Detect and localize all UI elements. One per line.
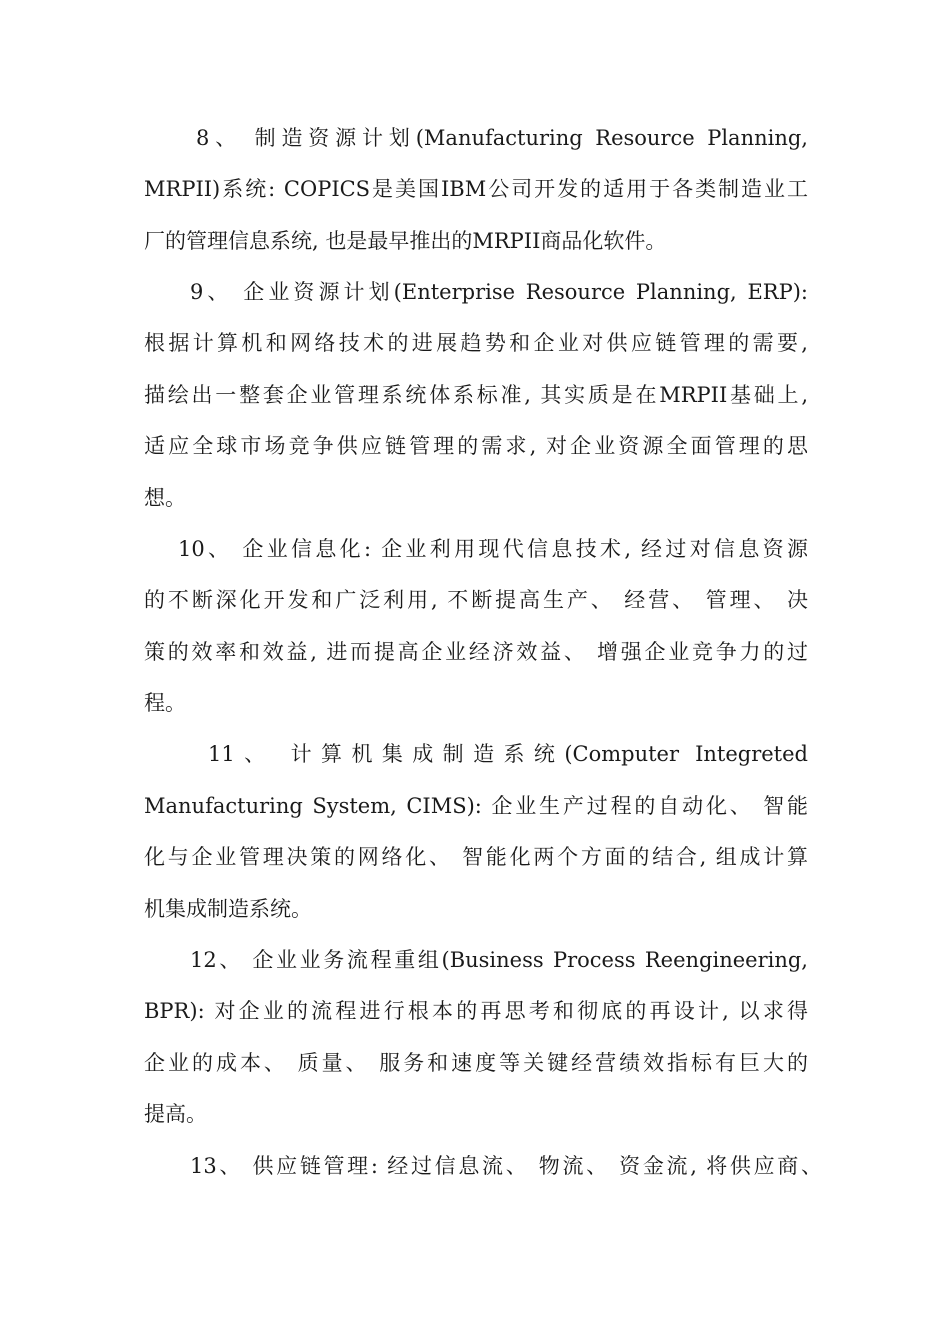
item-9-line-4: 适应全球市场竞争供应链管理的需求, 对企业资源全面管理的思 xyxy=(144,434,808,458)
item-11-line-4: 机集成制造系统。 xyxy=(144,897,312,921)
item-12-line-4: 提高。 xyxy=(144,1102,207,1126)
item-13-line-1: 13、 供应链管理: 经过信息流、 物流、 资金流, 将供应商、 xyxy=(190,1154,822,1178)
item-12-line-3: 企业的成本、 质量、 服务和速度等关键经营绩效指标有巨大的 xyxy=(144,1051,808,1075)
item-8-line-1: 8、 制造资源计划(Manufacturing Resource Planning, xyxy=(196,126,808,150)
item-10-line-4: 程。 xyxy=(144,691,186,715)
item-8-line-3: 厂的管理信息系统, 也是最早推出的MRPII商品化软件。 xyxy=(144,229,667,253)
item-11-line-1: 11、 计算机集成制造系统(Computer Integreted xyxy=(208,742,808,766)
item-10-line-3: 策的效率和效益, 进而提高企业经济效益、 增强企业竞争力的过 xyxy=(144,640,808,664)
item-10-line-1: 10、 企业信息化: 企业利用现代信息技术, 经过对信息资源 xyxy=(178,537,808,561)
item-12-line-2: BPR): 对企业的流程进行根本的再思考和彻底的再设计, 以求得 xyxy=(144,999,808,1023)
item-9-line-2: 根据计算机和网络技术的进展趋势和企业对供应链管理的需要, xyxy=(144,331,808,355)
item-11-line-2: Manufacturing System, CIMS): 企业生产过程的自动化、 智能 xyxy=(144,794,808,818)
item-10-line-2: 的不断深化开发和广泛利用, 不断提高生产、 经营、 管理、 决 xyxy=(144,588,808,612)
item-11-line-3: 化与企业管理决策的网络化、 智能化两个方面的结合, 组成计算 xyxy=(144,845,808,869)
item-8-line-2: MRPII)系统: COPICS是美国IBM公司开发的适用于各类制造业工 xyxy=(144,177,808,201)
item-9-line-5: 想。 xyxy=(144,486,186,510)
item-9-line-1: 9、 企业资源计划(Enterprise Resource Planning, ERP): xyxy=(190,280,808,304)
item-9-line-3: 描绘出一整套企业管理系统体系标准, 其实质是在MRPII基础上, xyxy=(144,383,808,407)
item-12-line-1: 12、 企业业务流程重组(Business Process Reengineering, xyxy=(190,948,808,972)
